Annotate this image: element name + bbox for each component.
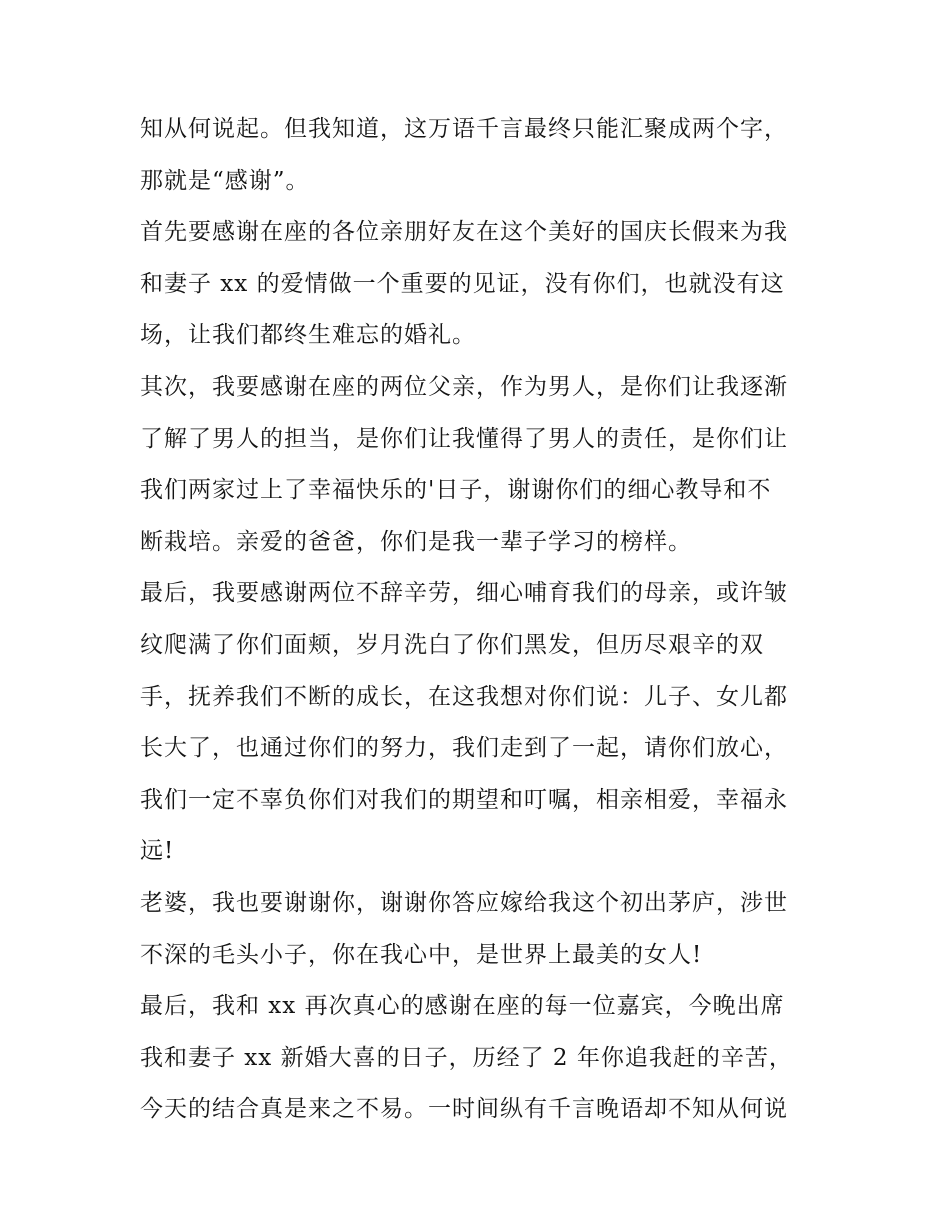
text-line-3: 首先要感谢在座的各位亲朋好友在这个美好的国庆长假来为我 <box>140 219 788 246</box>
text-line-9: 断栽培。亲爱的爸爸，你们是我一辈子学习的榜样。 <box>140 528 692 555</box>
text-line-7: 了解了男人的担当，是你们让我懂得了男人的责任，是你们让 <box>140 425 788 452</box>
text-line-20: 今天的结合真是来之不易。一时间纵有千言晚语却不知从何说 <box>140 1096 788 1123</box>
text-line-2: 那就是“感谢”。 <box>140 167 310 194</box>
text-line-14: 我们一定不辜负你们对我们的期望和叮嘱，相亲相爱，幸福永 <box>140 786 788 813</box>
text-line-1: 知从何说起。但我知道，这万语千言最终只能汇聚成两个字， <box>140 116 788 142</box>
text-line-15: 远! <box>140 838 175 865</box>
text-line-4: 和妻子 xx 的爱情做一个重要的见证，没有你们，也就没有这 <box>140 270 785 297</box>
text-line-16: 老婆，我也要谢谢你，谢谢你答应嫁给我这个初出茅庐，涉世 <box>140 889 788 916</box>
text-line-12: 手，抚养我们不断的成长，在这我想对你们说：儿子、女儿都 <box>140 683 788 710</box>
text-line-18: 最后，我和 xx 再次真心的感谢在座的每一位嘉宾，今晚出席 <box>140 993 785 1020</box>
text-line-6: 其次，我要感谢在座的两位父亲，作为男人，是你们让我逐渐 <box>140 373 788 400</box>
text-line-5: 场，让我们都终生难忘的婚礼。 <box>140 322 476 349</box>
text-line-10: 最后，我要感谢两位不辞辛劳，细心哺育我们的母亲，或许皱 <box>140 580 788 607</box>
body-text <box>140 104 820 1136</box>
text-line-8: 我们两家过上了幸福快乐的'日子，谢谢你们的细心教导和不 <box>140 477 772 504</box>
text-line-13: 长大了，也通过你们的努力，我们走到了一起，请你们放心， <box>140 735 788 762</box>
text-line-11: 纹爬满了你们面颊，岁月洗白了你们黑发，但历尽艰辛的双 <box>140 631 764 658</box>
text-line-19: 我和妻子 xx 新婚大喜的日子，历经了 2 年你追我赶的辛苦， <box>140 1044 793 1071</box>
text-line-17: 不深的毛头小子，你在我心中，是世界上最美的女人! <box>140 941 703 968</box>
